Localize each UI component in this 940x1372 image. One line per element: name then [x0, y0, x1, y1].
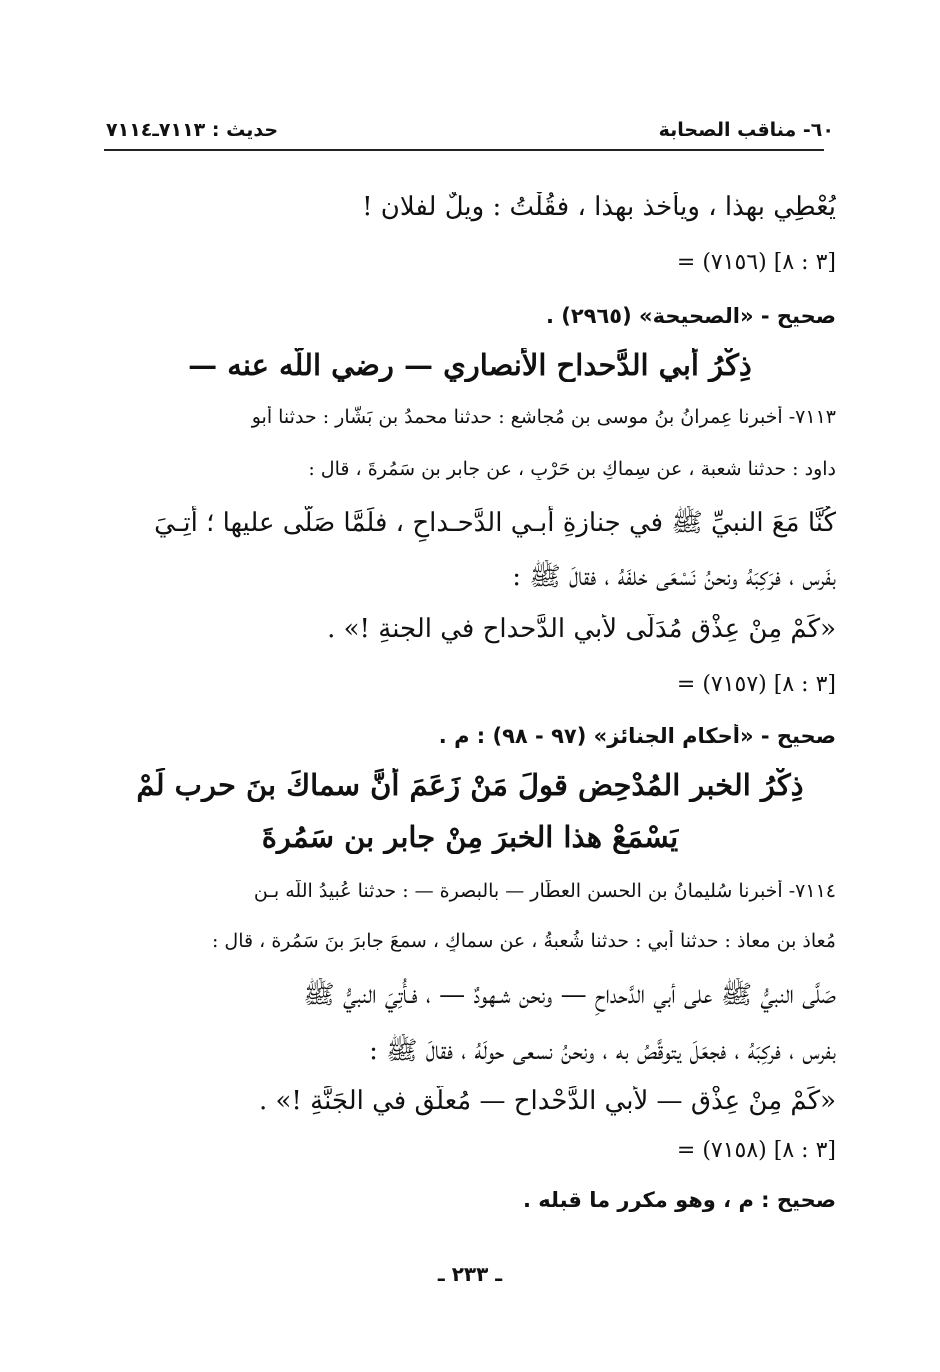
chapter-title: ٦٠- مناقب الصحابة: [658, 119, 834, 141]
text-line: صَلَّى النبيُّ ﷺ على أبي الدَّحداحِ — ونحن شـهودٌ — ، فـأُتِيَ النبيُّ ﷺ: [303, 980, 836, 1010]
cross-reference: = (٧١٥٦) [٣ : ٨]: [676, 250, 836, 275]
isnad-line: ٧١١٣- أخبرنا عِمرانُ بنُ موسى بن مُجاشع : حدثنا محمدُ بن بَشَّار : حدثنا أبو: [251, 406, 836, 428]
grading-line: صحيح - «الصحيحة» (٢٩٦٥) .: [545, 304, 836, 328]
isnad-line: داود : حدثنا شعبة ، عن سِماكِ بن حَرْبٍ ، عن جابر بن سَمُرةَ ، قال :: [308, 458, 836, 480]
cross-reference: = (٧١٥٧) [٣ : ٨]: [676, 672, 836, 697]
text-line: كُنَّا مَعَ النبيِّ ﷺ في جنازةِ أبـي الدَّحـداحِ ، فلَمَّا صَلَّى عليها ؛ أُتِـيَ: [154, 508, 836, 538]
section-heading: ذِكْرُ الخبرِ المُدْحِضِ قولَ مَنْ زَعَمَ أنَّ سماكَ بنَ حرب لَمْ: [136, 768, 804, 802]
isnad-line: مُعاذ بن معاذ : حدثنا أبي : حدثنا شُعبةُ ، عن سماكٍ ، سمعَ جابرَ بنَ سَمُرة ، قال :: [211, 930, 836, 952]
header-rule: [104, 149, 824, 151]
text-line: «كَمْ مِنْ عِذْقٍ — لأبي الدَّحْداحِ — مُعلَّقٍ في الجَنَّةِ !» .: [258, 1086, 836, 1116]
text-line: بفَرس ، فرَكِبَهُ ونحنُ نَسْعَى خلفَهُ ، فقالَ ﷺ :: [512, 562, 836, 592]
text-line: يُعْطِي بهذا ، ويأخذ بهذا ، فقُلْتُ : ويلٌ لفلان !: [362, 192, 836, 222]
hadith-range: حديث : ٧١١٣ـ٧١١٤: [106, 119, 279, 141]
section-heading: ذِكْرُ أبي الدَّحداحِ الأنصاري — رضي اللَّه عنه —: [188, 348, 752, 382]
cross-reference: = (٧١٥٨) [٣ : ٨]: [676, 1138, 836, 1163]
isnad-line: ٧١١٤- أخبرنا سُليمانُ بن الحسن العطَّار — بالبصرة — : حدثنا عُبيدُ اللَّه بـن: [253, 880, 836, 902]
text-line: بفرس ، فركِبَهُ ، فجعَلَ يتوقَّصُ به ، ونحنُ نسعى حولَهُ ، فقالَ ﷺ :: [369, 1036, 836, 1066]
page-number: ـ ٢٣٣ ـ: [437, 1262, 503, 1286]
text-line: «كَمْ مِنْ عِذْقٍ مُدَلَّى لأبي الدَّحداحِ في الجنةِ !» .: [327, 614, 836, 644]
section-heading: يَسْمَعْ هذا الخبرَ مِنْ جابر بن سَمُرةَ: [261, 820, 679, 854]
grading-line: صحيح - «أحكام الجنائز» (٩٧ - ٩٨) : م .: [438, 724, 836, 748]
grading-line: صحيح : م ، وهو مكرر ما قبله .: [522, 1188, 836, 1212]
